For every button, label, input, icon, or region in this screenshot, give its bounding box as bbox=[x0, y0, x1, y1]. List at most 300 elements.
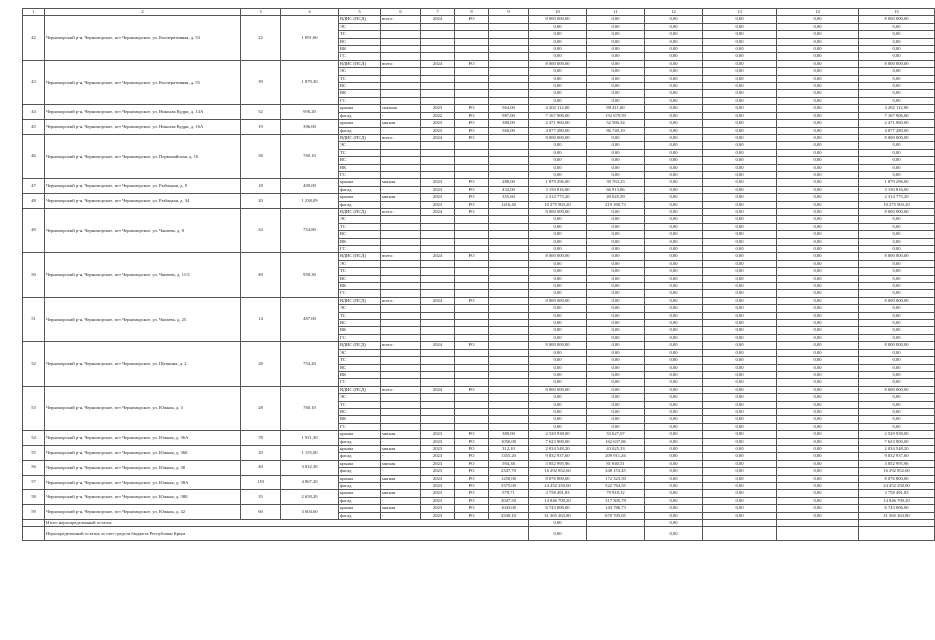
data-cell: 0,00 bbox=[703, 334, 777, 341]
data-cell: 2023 bbox=[421, 512, 455, 519]
data-cell: 0,00 bbox=[587, 357, 645, 364]
data-cell: 0,00 bbox=[703, 194, 777, 201]
data-cell: РО bbox=[455, 483, 489, 490]
data-cell bbox=[381, 83, 421, 90]
data-cell: 0,00 bbox=[529, 312, 587, 319]
data-cell: 4 202 112,00 bbox=[529, 105, 587, 112]
summary-value: 0,00 bbox=[529, 527, 587, 541]
data-cell: 14 846 700,20 bbox=[859, 497, 935, 504]
data-cell: 0,00 bbox=[777, 231, 859, 238]
area-cell: 396,00 bbox=[281, 120, 339, 135]
data-cell bbox=[455, 238, 489, 245]
data-cell: 0,00 bbox=[587, 223, 645, 230]
data-cell: 1250,00 bbox=[489, 475, 529, 482]
column-number-cell: 12 bbox=[645, 9, 703, 16]
data-cell bbox=[455, 164, 489, 171]
data-cell bbox=[489, 31, 529, 38]
data-cell: 564,00 bbox=[489, 105, 529, 112]
data-cell: мягкая bbox=[381, 431, 421, 438]
data-cell: 8 000 000,00 bbox=[859, 134, 935, 141]
data-cell: 0,00 bbox=[645, 90, 703, 97]
address-cell: Черноморский р-н, Черноморское, пгт Черноморское, ул. Южная, д. 42 bbox=[45, 505, 241, 520]
data-cell: 2047,50 bbox=[489, 497, 529, 504]
data-cell: 0,00 bbox=[859, 246, 935, 253]
data-cell bbox=[421, 46, 455, 53]
data-cell: 0,00 bbox=[777, 283, 859, 290]
data-cell: всего: bbox=[381, 134, 421, 141]
data-cell: 0,00 bbox=[777, 201, 859, 208]
data-cell: 0,00 bbox=[703, 497, 777, 504]
table-row bbox=[23, 445, 935, 452]
address-cell: Черноморский р-н, Черноморское, пгт Черноморское, ул. Кооперативная, д. 55 bbox=[45, 60, 241, 104]
table-row bbox=[23, 386, 935, 393]
data-cell: 0,00 bbox=[529, 142, 587, 149]
data-cell: 8 000 000,00 bbox=[529, 386, 587, 393]
area-cell: 760,10 bbox=[281, 386, 339, 430]
data-cell: 3 852 995,96 bbox=[529, 460, 587, 467]
address-cell: Черноморский р-н, Черноморское, пгт Черноморское, ул. Николая Кудри, д. 14А bbox=[45, 105, 241, 120]
data-cell bbox=[489, 423, 529, 430]
data-cell: 0,00 bbox=[703, 401, 777, 408]
data-cell: 2 034 548,20 bbox=[529, 445, 587, 452]
data-cell bbox=[421, 83, 455, 90]
residents-cell: 14 bbox=[241, 297, 281, 341]
data-cell: ГС bbox=[339, 97, 381, 104]
data-cell: 0,00 bbox=[529, 157, 587, 164]
address-cell: Черноморский р-н, Черноморское, пгт Черноморское, ул. Южная, д. 36А bbox=[45, 431, 241, 446]
data-cell: 0,00 bbox=[645, 46, 703, 53]
data-cell: 4330,10 bbox=[489, 512, 529, 519]
data-cell bbox=[489, 46, 529, 53]
data-cell: 0,00 bbox=[777, 483, 859, 490]
data-cell: ЭС bbox=[339, 216, 381, 223]
data-cell: РО bbox=[455, 186, 489, 193]
data-cell: мягкая bbox=[381, 179, 421, 186]
data-cell: 0,00 bbox=[645, 246, 703, 253]
data-cell: ВДИС (ПСД) bbox=[339, 342, 381, 349]
data-cell: ГС bbox=[339, 171, 381, 178]
data-cell: РО bbox=[455, 134, 489, 141]
data-cell: 0,00 bbox=[777, 453, 859, 460]
data-cell: 0,00 bbox=[529, 320, 587, 327]
data-cell: 52 586,34 bbox=[587, 120, 645, 127]
data-cell: 0,00 bbox=[645, 460, 703, 467]
data-cell: 0,00 bbox=[859, 260, 935, 267]
data-cell: 0,00 bbox=[645, 386, 703, 393]
data-cell: 0,00 bbox=[587, 290, 645, 297]
data-cell: 0,00 bbox=[529, 290, 587, 297]
data-cell: 0,00 bbox=[587, 394, 645, 401]
data-cell: 0,00 bbox=[859, 349, 935, 356]
data-cell: 162 637,86 bbox=[587, 438, 645, 445]
data-cell: 0,00 bbox=[703, 246, 777, 253]
data-cell: РО bbox=[455, 127, 489, 134]
data-cell: 0,00 bbox=[777, 216, 859, 223]
data-cell: 0,00 bbox=[645, 334, 703, 341]
data-cell: 2023 bbox=[421, 201, 455, 208]
data-cell: 0,00 bbox=[587, 16, 645, 23]
data-cell: 0,00 bbox=[777, 31, 859, 38]
data-cell: 0,00 bbox=[859, 408, 935, 415]
data-cell bbox=[421, 371, 455, 378]
summary-value bbox=[777, 520, 859, 527]
data-cell: ГС bbox=[339, 246, 381, 253]
area-cell: 2 658,20 bbox=[281, 490, 339, 505]
area-cell: 3 604,60 bbox=[281, 505, 339, 520]
data-cell bbox=[381, 305, 421, 312]
data-cell bbox=[489, 416, 529, 423]
data-cell: 172 323,50 bbox=[587, 475, 645, 482]
data-cell: 0,00 bbox=[703, 127, 777, 134]
data-cell bbox=[421, 408, 455, 415]
data-cell bbox=[381, 260, 421, 267]
data-cell: 2022 bbox=[421, 112, 455, 119]
data-cell: ВДИС (ПСД) bbox=[339, 16, 381, 23]
data-cell bbox=[455, 290, 489, 297]
data-cell: 0,00 bbox=[777, 379, 859, 386]
data-cell bbox=[455, 327, 489, 334]
summary-label: Нераспределенный остаток за счет средств бюджета Республики Крым bbox=[45, 527, 529, 541]
data-cell bbox=[455, 379, 489, 386]
data-cell: 7 623 900,00 bbox=[529, 438, 587, 445]
data-cell: 0,00 bbox=[859, 157, 935, 164]
data-cell bbox=[421, 327, 455, 334]
data-cell: 0,00 bbox=[587, 401, 645, 408]
data-cell: 24 452 250,00 bbox=[529, 483, 587, 490]
data-cell bbox=[455, 223, 489, 230]
data-cell: 0,00 bbox=[777, 164, 859, 171]
data-cell bbox=[381, 283, 421, 290]
data-cell: 1050,00 bbox=[489, 438, 529, 445]
data-cell: ВДИС (ПСД) bbox=[339, 134, 381, 141]
data-cell: крыша bbox=[339, 105, 381, 112]
data-cell: всего: bbox=[381, 386, 421, 393]
data-cell bbox=[489, 83, 529, 90]
data-cell bbox=[455, 68, 489, 75]
data-cell: 0,00 bbox=[703, 342, 777, 349]
column-number-cell: 11 bbox=[587, 9, 645, 16]
data-cell: 0,00 bbox=[777, 357, 859, 364]
data-cell: 0,00 bbox=[587, 75, 645, 82]
data-cell: 0,00 bbox=[645, 223, 703, 230]
data-cell: 4 077 280,00 bbox=[529, 127, 587, 134]
data-cell bbox=[455, 231, 489, 238]
data-cell: 0,00 bbox=[529, 97, 587, 104]
data-cell: 0,00 bbox=[703, 297, 777, 304]
data-cell: мягкая bbox=[381, 505, 421, 512]
row-number-cell: 46 bbox=[23, 134, 45, 178]
row-number-cell: 42 bbox=[23, 16, 45, 60]
data-cell: 0,00 bbox=[703, 231, 777, 238]
data-cell: 0,00 bbox=[645, 364, 703, 371]
data-cell: 0,00 bbox=[645, 431, 703, 438]
data-cell bbox=[489, 68, 529, 75]
data-cell bbox=[421, 290, 455, 297]
data-cell: 0,00 bbox=[859, 231, 935, 238]
data-cell: ВС bbox=[339, 364, 381, 371]
data-cell: 0,00 bbox=[645, 320, 703, 327]
data-cell: 0,00 bbox=[703, 312, 777, 319]
data-cell bbox=[489, 357, 529, 364]
address-cell: Черноморский р-н, Черноморское, пгт Черноморское, ул. Кооперативная, д. 53 bbox=[45, 16, 241, 60]
data-cell bbox=[489, 297, 529, 304]
address-cell: Черноморский р-н, Черноморское, пгт Черноморское, ул. Чапаева, д. 11/3 bbox=[45, 253, 241, 297]
data-cell: 670 705,05 bbox=[587, 512, 645, 519]
data-cell bbox=[489, 223, 529, 230]
data-cell: 0,00 bbox=[777, 305, 859, 312]
data-cell: 0,00 bbox=[703, 112, 777, 119]
data-cell: 2 471 960,00 bbox=[859, 120, 935, 127]
data-cell: 0,00 bbox=[529, 223, 587, 230]
data-cell: 0,00 bbox=[703, 483, 777, 490]
data-cell bbox=[421, 142, 455, 149]
data-cell: 0,00 bbox=[587, 349, 645, 356]
data-cell: 0,00 bbox=[587, 275, 645, 282]
data-cell: 0,00 bbox=[645, 453, 703, 460]
data-cell: 8 000 000,00 bbox=[859, 297, 935, 304]
data-cell: 0,00 bbox=[777, 445, 859, 452]
data-cell bbox=[381, 357, 421, 364]
data-cell: 0,00 bbox=[703, 31, 777, 38]
data-cell: - bbox=[381, 512, 421, 519]
data-cell: крыша bbox=[339, 179, 381, 186]
data-cell: 0,00 bbox=[703, 208, 777, 215]
data-cell: 0,00 bbox=[859, 31, 935, 38]
data-cell: 152 679,59 bbox=[587, 112, 645, 119]
data-cell bbox=[421, 149, 455, 156]
data-cell: ВДИС (ПСД) bbox=[339, 253, 381, 260]
data-cell: 3375,00 bbox=[489, 483, 529, 490]
address-cell: Черноморский р-н, Черноморское, пгт Черноморское, ул. Южная, д. 38Б bbox=[45, 490, 241, 505]
residents-cell: 35 bbox=[241, 490, 281, 505]
table-row bbox=[23, 490, 935, 497]
data-cell: 0,00 bbox=[529, 416, 587, 423]
data-cell: 0,00 bbox=[777, 53, 859, 60]
data-cell: всего: bbox=[381, 253, 421, 260]
data-cell bbox=[489, 408, 529, 415]
area-cell: 760,10 bbox=[281, 134, 339, 178]
data-cell: 0,00 bbox=[645, 171, 703, 178]
data-cell: 2024 bbox=[421, 297, 455, 304]
data-cell: 0,00 bbox=[529, 305, 587, 312]
data-cell bbox=[455, 38, 489, 45]
data-cell: 0,00 bbox=[859, 238, 935, 245]
data-cell: 0,00 bbox=[529, 371, 587, 378]
data-cell bbox=[421, 364, 455, 371]
data-cell: 0,00 bbox=[645, 445, 703, 452]
data-cell bbox=[455, 46, 489, 53]
data-cell: 53 627,07 bbox=[587, 431, 645, 438]
data-cell: 1043,00 bbox=[489, 505, 529, 512]
row-number-cell: 54 bbox=[23, 431, 45, 446]
data-cell: 0,00 bbox=[859, 142, 935, 149]
data-cell: ГС bbox=[339, 334, 381, 341]
data-cell bbox=[421, 157, 455, 164]
data-cell bbox=[455, 275, 489, 282]
data-cell: 2 314 775,20 bbox=[529, 194, 587, 201]
data-cell: РО bbox=[455, 460, 489, 467]
data-cell bbox=[381, 31, 421, 38]
data-cell: 0,00 bbox=[777, 290, 859, 297]
area-cell: 754,80 bbox=[281, 208, 339, 252]
data-cell: 143 786,73 bbox=[587, 505, 645, 512]
data-cell: 0,00 bbox=[703, 460, 777, 467]
data-cell: крыша bbox=[339, 490, 381, 497]
data-cell: ЭС bbox=[339, 142, 381, 149]
data-cell: 0,00 bbox=[777, 149, 859, 156]
data-cell: ВС bbox=[339, 320, 381, 327]
data-cell: 0,00 bbox=[645, 105, 703, 112]
address-cell: Черноморский р-н, Черноморское, пгт Черноморское, ул. Николая Кудри, д. 16А bbox=[45, 120, 241, 135]
data-cell bbox=[455, 394, 489, 401]
data-cell: 0,00 bbox=[587, 386, 645, 393]
data-cell: 0,00 bbox=[703, 475, 777, 482]
data-cell bbox=[381, 290, 421, 297]
data-cell: 2023 bbox=[421, 475, 455, 482]
summary-label: Итого нераспределенный остаток bbox=[45, 520, 529, 527]
data-cell bbox=[455, 157, 489, 164]
data-cell: крыша bbox=[339, 194, 381, 201]
column-number-cell: 6 bbox=[381, 9, 421, 16]
data-cell bbox=[381, 164, 421, 171]
data-cell: 0,00 bbox=[703, 68, 777, 75]
column-number-cell: 7 bbox=[421, 9, 455, 16]
data-cell: 8 000 000,00 bbox=[859, 253, 935, 260]
data-cell: 2023 bbox=[421, 445, 455, 452]
data-cell: 0,00 bbox=[777, 371, 859, 378]
data-cell: 0,00 bbox=[859, 394, 935, 401]
data-cell: фасад bbox=[339, 438, 381, 445]
data-cell: 2 529 938,00 bbox=[859, 431, 935, 438]
area-cell: 1 921,30 bbox=[281, 431, 339, 446]
table-row bbox=[23, 342, 935, 349]
data-cell bbox=[455, 268, 489, 275]
data-cell bbox=[489, 260, 529, 267]
data-cell bbox=[489, 171, 529, 178]
data-cell: 2023 bbox=[421, 483, 455, 490]
row-number-cell: 57 bbox=[23, 475, 45, 490]
data-cell: 0,00 bbox=[859, 171, 935, 178]
data-cell: 0,00 bbox=[529, 231, 587, 238]
data-cell: ВК bbox=[339, 90, 381, 97]
data-cell: 0,00 bbox=[645, 179, 703, 186]
data-cell: 0,00 bbox=[859, 290, 935, 297]
area-cell: 1 879,30 bbox=[281, 60, 339, 104]
data-cell: 0,00 bbox=[645, 60, 703, 67]
data-cell: 0,00 bbox=[587, 246, 645, 253]
data-cell: 6 743 006,00 bbox=[529, 505, 587, 512]
data-cell: 0,00 bbox=[587, 231, 645, 238]
data-cell bbox=[455, 23, 489, 30]
data-cell: 355,60 bbox=[489, 194, 529, 201]
data-cell bbox=[421, 334, 455, 341]
data-cell: 0,00 bbox=[777, 105, 859, 112]
data-cell: 0,00 bbox=[587, 149, 645, 156]
row-number-cell: 56 bbox=[23, 460, 45, 475]
data-cell: ТС bbox=[339, 401, 381, 408]
data-cell: 8 000 000,00 bbox=[859, 342, 935, 349]
data-cell: 0,00 bbox=[777, 194, 859, 201]
data-cell: 0,00 bbox=[777, 349, 859, 356]
data-cell: 0,00 bbox=[703, 260, 777, 267]
data-cell: 0,00 bbox=[777, 320, 859, 327]
data-cell bbox=[489, 401, 529, 408]
data-cell: 0,00 bbox=[587, 53, 645, 60]
data-cell: 0,00 bbox=[777, 490, 859, 497]
data-cell: 0,00 bbox=[645, 31, 703, 38]
data-cell: 0,00 bbox=[645, 238, 703, 245]
data-cell: 31 365 263,80 bbox=[529, 512, 587, 519]
data-cell: 389,00 bbox=[489, 431, 529, 438]
data-cell: 14 846 700,20 bbox=[529, 497, 587, 504]
data-cell bbox=[421, 357, 455, 364]
data-cell: 2023 bbox=[421, 460, 455, 467]
data-cell: 0,00 bbox=[703, 490, 777, 497]
data-cell: 2023 bbox=[421, 120, 455, 127]
data-cell: 0,00 bbox=[703, 223, 777, 230]
data-cell: 1 879 296,00 bbox=[529, 179, 587, 186]
data-cell: 0,00 bbox=[703, 275, 777, 282]
data-cell bbox=[489, 305, 529, 312]
data-cell: 2023 bbox=[421, 194, 455, 201]
data-cell bbox=[381, 216, 421, 223]
data-cell bbox=[489, 90, 529, 97]
data-cell bbox=[381, 97, 421, 104]
data-cell: ТС bbox=[339, 312, 381, 319]
data-cell: 0,00 bbox=[529, 364, 587, 371]
data-cell bbox=[421, 268, 455, 275]
data-cell: 348 153,45 bbox=[587, 468, 645, 475]
data-cell: 0,00 bbox=[587, 327, 645, 334]
data-cell: 10 275 903,20 bbox=[859, 201, 935, 208]
empty-cell bbox=[23, 527, 45, 541]
data-cell: ВС bbox=[339, 408, 381, 415]
data-cell: 9 832 937,60 bbox=[529, 453, 587, 460]
data-cell: 0,00 bbox=[703, 149, 777, 156]
data-cell: 8 000 000,00 bbox=[859, 16, 935, 23]
data-cell bbox=[381, 327, 421, 334]
data-cell: 0,00 bbox=[587, 83, 645, 90]
data-cell: всего: bbox=[381, 60, 421, 67]
table-row bbox=[23, 105, 935, 112]
data-cell: 0,00 bbox=[645, 497, 703, 504]
data-cell: 0,00 bbox=[777, 253, 859, 260]
data-cell: 43 025,33 bbox=[587, 445, 645, 452]
data-cell: 0,00 bbox=[529, 401, 587, 408]
data-cell: 0,00 bbox=[703, 46, 777, 53]
data-cell: 0,00 bbox=[645, 327, 703, 334]
data-cell bbox=[421, 164, 455, 171]
data-cell: 2 034 548,20 bbox=[859, 445, 935, 452]
empty-cell bbox=[23, 520, 45, 527]
data-cell: 8 000 000,00 bbox=[529, 208, 587, 215]
data-cell: 0,00 bbox=[587, 171, 645, 178]
data-cell: мягкая bbox=[381, 475, 421, 482]
data-cell: 0,00 bbox=[587, 238, 645, 245]
area-cell: 1 238,09 bbox=[281, 194, 339, 209]
data-cell bbox=[381, 53, 421, 60]
data-cell: 0,00 bbox=[703, 238, 777, 245]
data-cell: 8 000 000,00 bbox=[529, 60, 587, 67]
data-cell: 0,00 bbox=[777, 505, 859, 512]
data-cell: ВДИС (ПСД) bbox=[339, 208, 381, 215]
data-cell: ВК bbox=[339, 416, 381, 423]
data-cell: ТС bbox=[339, 149, 381, 156]
data-cell: 1416,40 bbox=[489, 201, 529, 208]
data-cell bbox=[381, 268, 421, 275]
data-cell: - bbox=[381, 468, 421, 475]
data-cell: 10 275 903,20 bbox=[529, 201, 587, 208]
